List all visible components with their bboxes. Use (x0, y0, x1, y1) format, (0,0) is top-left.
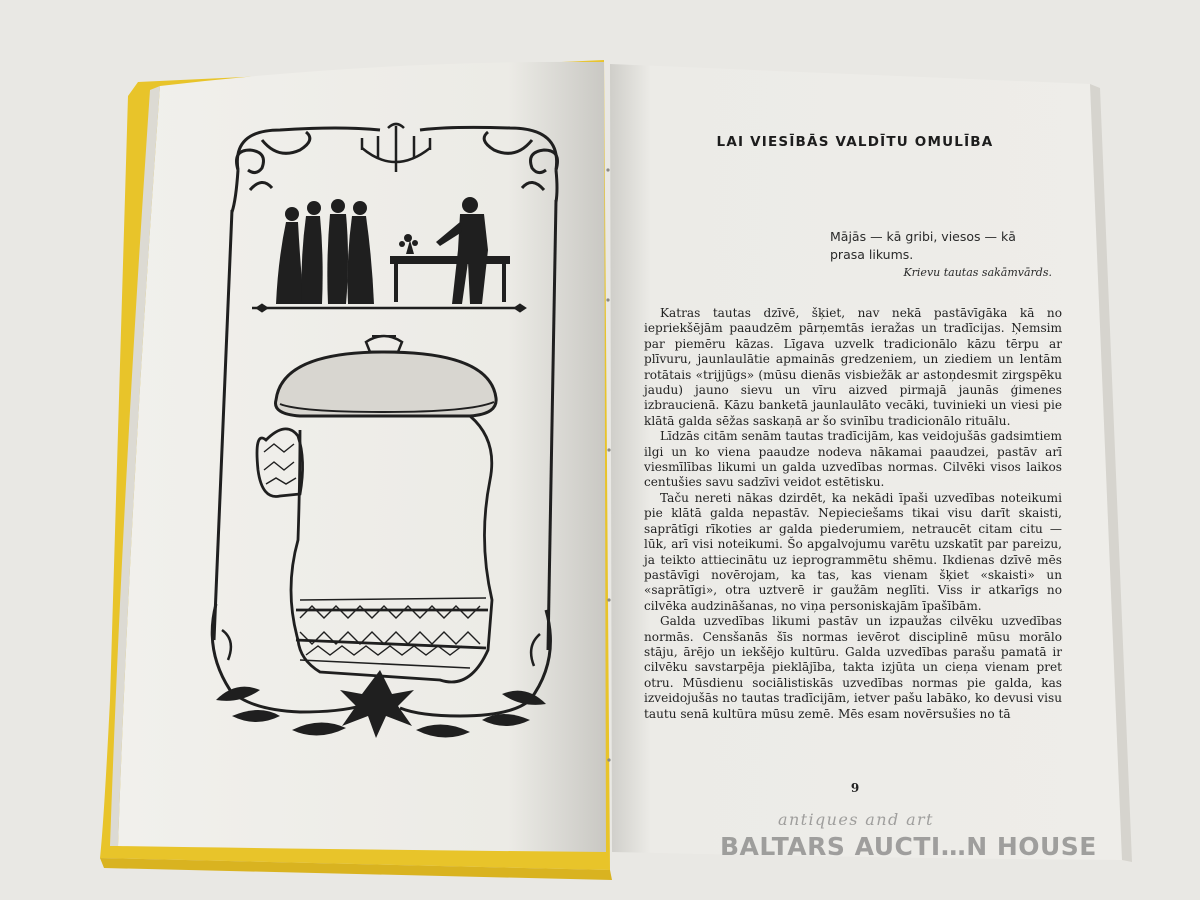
epigraph-source: Krievu tautas sakāmvārds. (903, 266, 1052, 279)
auction-house-watermark (720, 810, 1120, 870)
chapter-title: LAI VIESĪBĀS VALDĪTU OMULĪBA (716, 134, 994, 150)
watermark-brand: BALTARS AUCTI…N HOUSE (720, 832, 1097, 861)
body-text (644, 306, 1062, 722)
paragraph: Katras tautas dzīvē, šķiet, nav nekā pastāvīgāka kā no iepriekšējām paaudzēm pārņemtās ieražas un tradīcijas. Ņemsim par piemēru kāzas. Līgava uzvelk tradicionālo kāzu tērpu ar plīvuru, jaunlaulātie apmainās gredzeniem, un ziediem un lentām rotātais «trijjūgs» (mūsu dienās visbiežāk ar astoņdesmit zirgspēku jaudu) jauno sievu un vīru aizved pirmajā jaunās ģimenes izbraucienā. Kāzu banketā jaunlaulāto vecāki, tuvinieki un viesi pie klātā galda sēžas saskaņā ar šo svinību tradicionālo rituālu. (644, 306, 1062, 428)
paragraph: Taču nereti nākas dzirdēt, ka nekādi īpaši uzvedības noteikumi pie klātā galda nepastāv. Nepieciešams tikai visu darīt skaisti, saprātīgi rīkoties ar galda piederumiem, netraucēt citam citu — lūk, arī visi noteikumi. Šo apgalvojumu varētu uzskatīt par pareizu, ja teikto attiecinātu uz ieprogrammētu shēmu. Ikdienas dzīvē mēs pastāvīgi novērojam, ka tas, kas vienam šķiet «skaisti» un «saprātīgi», otra uztverē ir gaužām neglīti. Viss ir atkarīgs no cilvēka audzināšanas, no viņa personiskajām īpašībām. (644, 490, 1062, 613)
paragraph: Līdzās citām senām tautas tradīcijām, kas veidojušās gadsimtiem ilgi un ko viena paaudze nodeva nākamai paaudzei, pastāv arī viesmīlības likumi un galda uzvedības normas. Cilvēki visos laikos centušies savu sadzīvi veidot estētisku. (644, 429, 1062, 490)
right-page-text (618, 78, 1092, 858)
left-page (118, 62, 606, 852)
epigraph: Mājās — kā gribi, viesos — kā prasa likums. (830, 229, 1016, 262)
watermark-tagline: antiques and art (778, 810, 934, 829)
page-number: 9 (850, 781, 860, 795)
paragraph: Galda uzvedības likumi pastāv un izpaužas cilvēku uzvedības normās. Censšanās šīs normas ievērot disciplinē mūsu morālo stāju, ārējo un iekšējo kultūru. Galda uzvedības parašu pamatā ir cilvēku savstarpēja pieklājība, takta izjūta un cieņa vienam pret otru. Mūsdienu sociālistiskās uzvedības normas pie galda, kas izveidojušās no tautas tradīcijām, ietver pašu labāko, ko devusi visu tautu senā kultūra mūsu zemē. Mēs esam novērsušies no tā (644, 614, 1062, 721)
